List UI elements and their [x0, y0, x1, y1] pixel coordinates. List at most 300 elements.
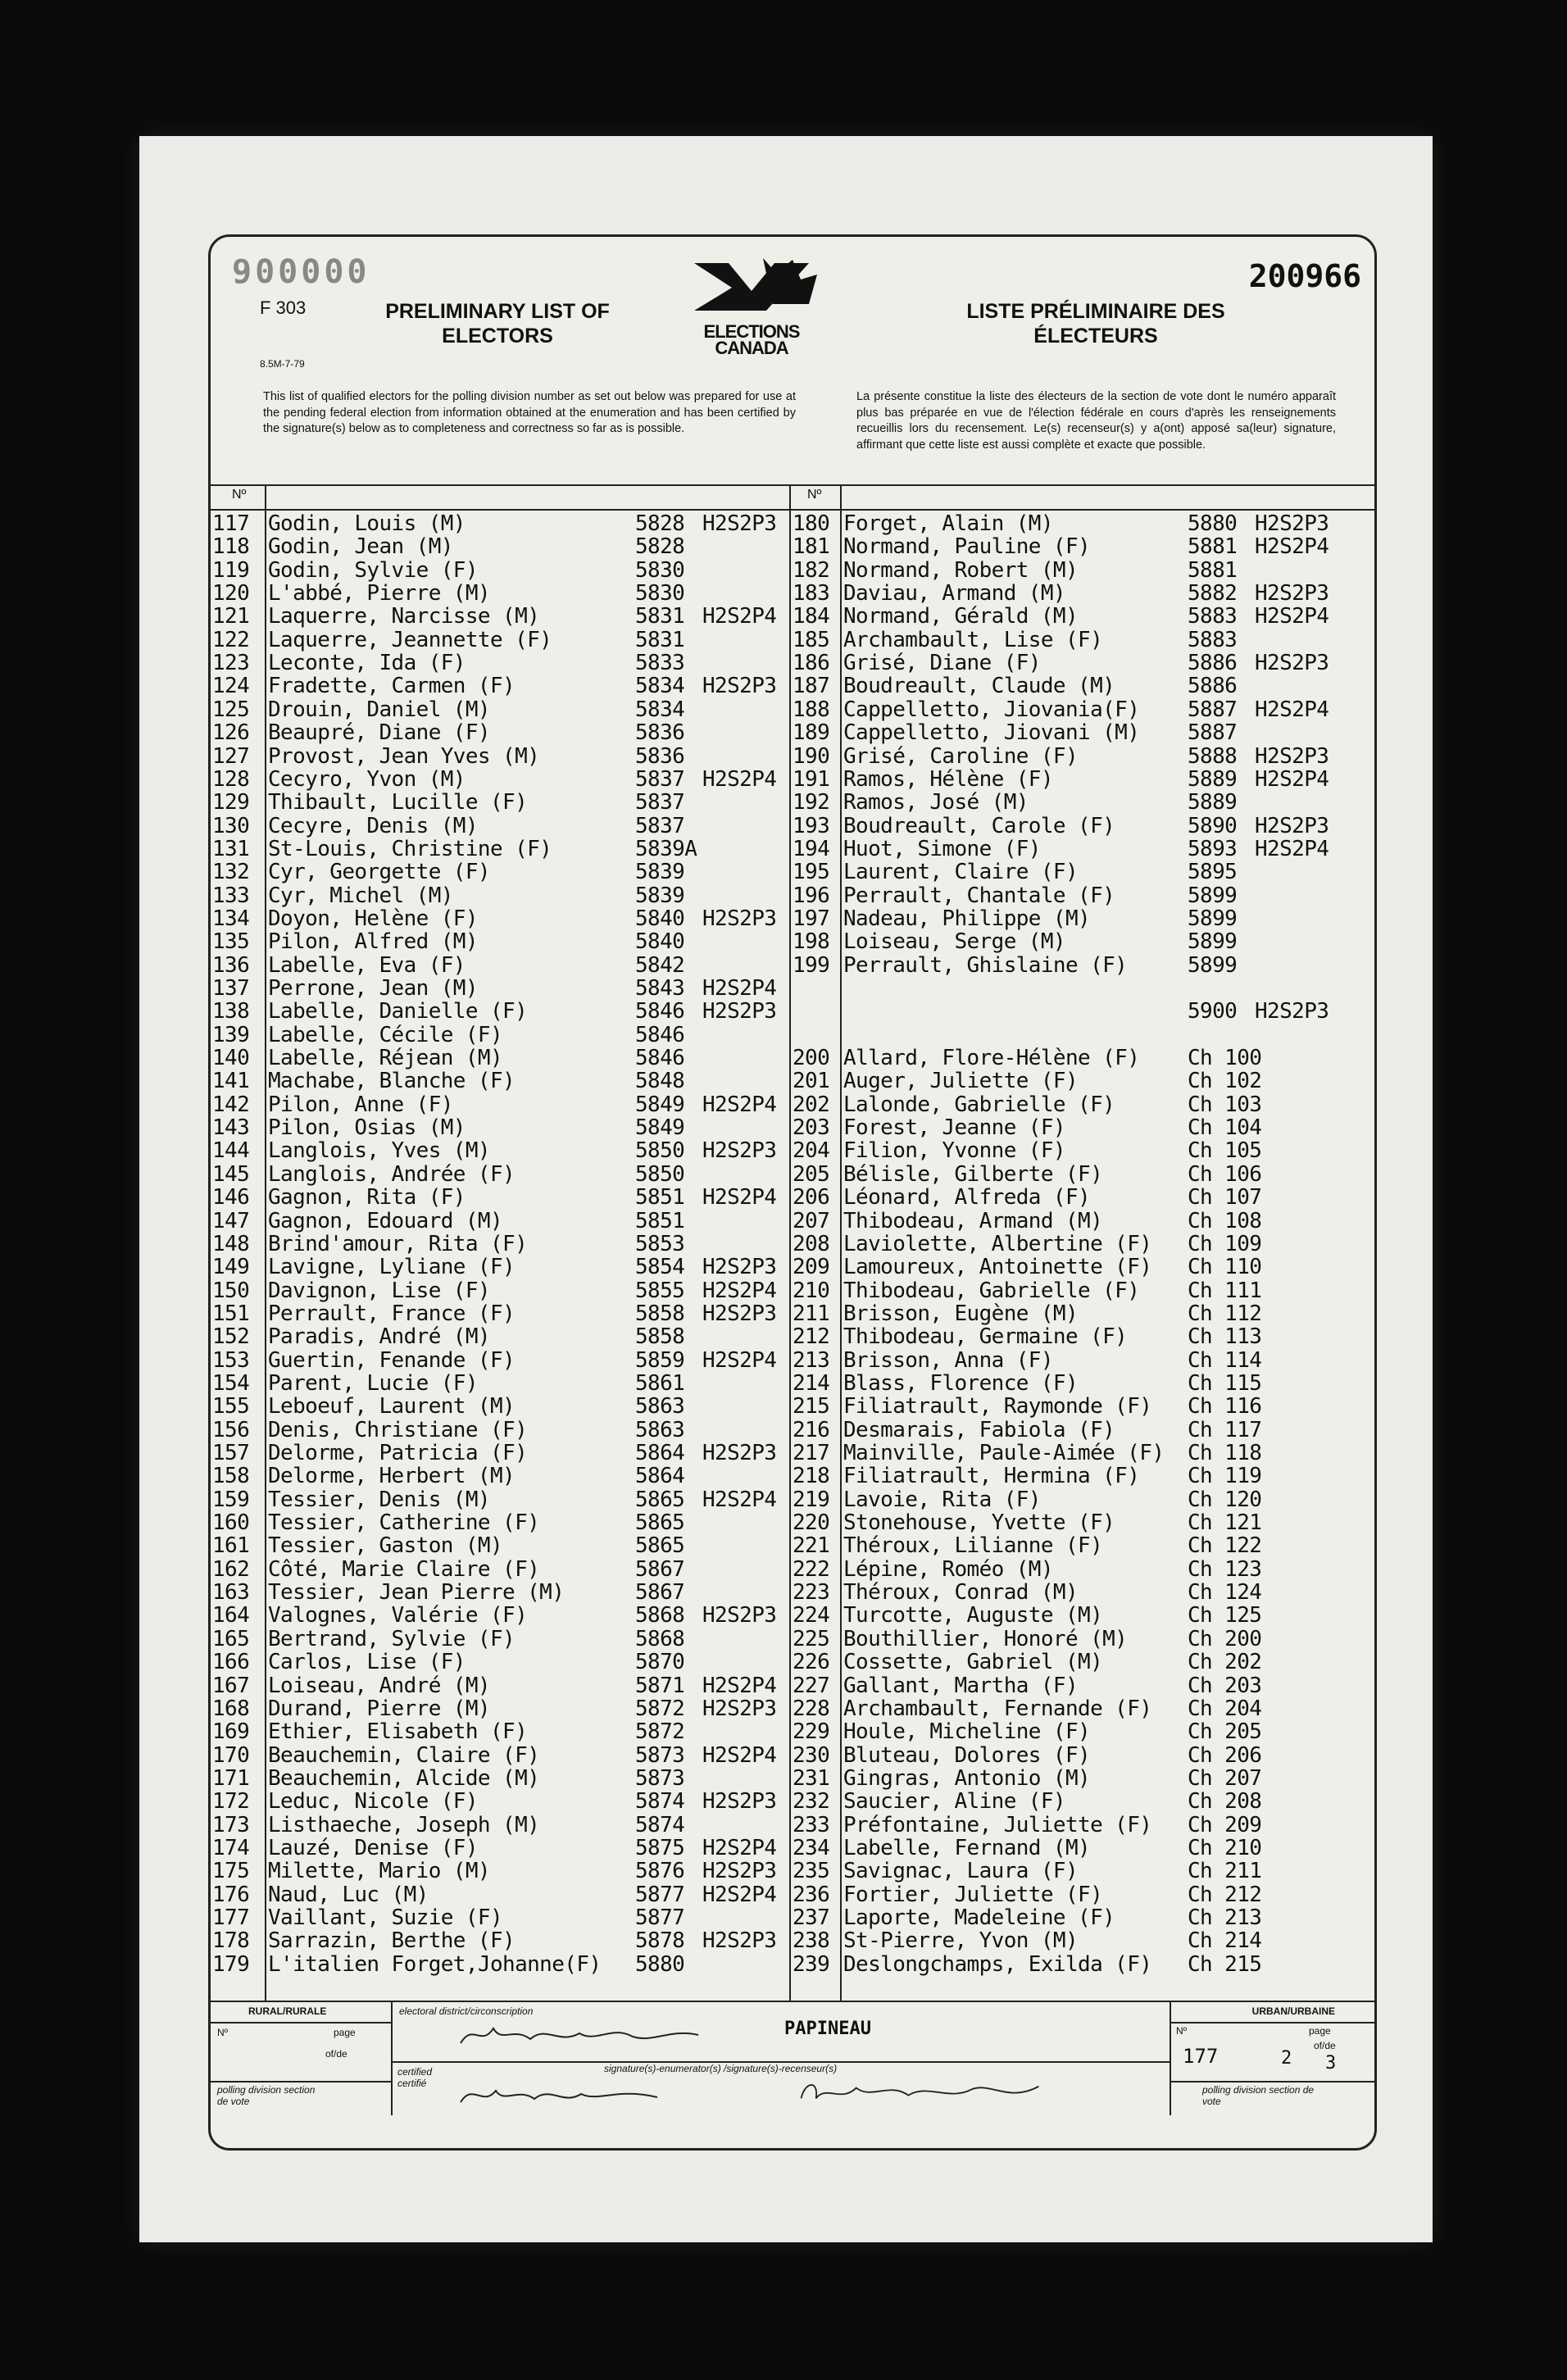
elector-row [211, 1210, 789, 1233]
elector-row [211, 1604, 789, 1627]
elector-address: 5849 [635, 1092, 685, 1117]
elector-address: 5881 [1188, 557, 1238, 583]
elector-address: 5861 [635, 1370, 685, 1396]
signature-image [784, 2076, 1055, 2109]
elector-number: 146 [212, 1185, 250, 1210]
elector-number: 163 [212, 1580, 250, 1606]
elector-number: 230 [793, 1742, 830, 1768]
elector-number: 155 [212, 1394, 250, 1419]
elector-number: 147 [212, 1208, 250, 1233]
elector-number: 171 [212, 1765, 250, 1791]
elector-name: Leconte, Ida (F) [268, 651, 466, 676]
elector-number: 151 [212, 1301, 250, 1326]
elector-row [789, 1488, 1374, 1511]
footer-divider [1170, 2002, 1171, 2115]
elector-row [789, 1419, 1374, 1442]
elector-address: Ch 204 [1188, 1696, 1262, 1721]
elector-number: 123 [212, 651, 250, 676]
elector-number: 206 [793, 1185, 830, 1210]
no-header-left: Nº [232, 488, 247, 502]
elector-row [789, 1186, 1374, 1209]
elector-number: 212 [793, 1324, 830, 1350]
elector-name: Carlos, Lise (F) [268, 1650, 466, 1675]
elector-name: Turcotte, Auguste (M) [843, 1603, 1103, 1628]
elector-name: Normand, Pauline (F) [843, 534, 1091, 560]
urban-label: URBAN/URBAINE [1251, 2005, 1335, 2017]
elector-row [211, 721, 789, 744]
elector-row [211, 1860, 789, 1883]
elector-name: Davignon, Lise (F) [268, 1278, 490, 1303]
elector-address: 5858 [635, 1301, 685, 1326]
elector-row [789, 838, 1374, 861]
elector-row [211, 791, 789, 814]
elector-name: Labelle, Cécile (F) [268, 1022, 503, 1047]
elector-row [789, 1837, 1374, 1860]
title-french: LISTE PRÉLIMINAIRE DES ÉLECTEURS [966, 300, 1225, 347]
elector-row [211, 1372, 789, 1395]
elector-number: 238 [793, 1928, 830, 1954]
postal-code: H2S2P3 [1255, 581, 1329, 606]
elector-number: 215 [793, 1394, 830, 1419]
elector-number: 190 [793, 743, 830, 769]
elector-address: Ch 112 [1188, 1301, 1262, 1326]
elector-row [789, 1256, 1374, 1279]
elector-name: Perrault, Ghislaine (F) [843, 952, 1128, 978]
rural-page-label: page [334, 2027, 356, 2038]
stamp-number: 900000 [232, 253, 370, 291]
elector-name: Vaillant, Suzie (F) [268, 1905, 503, 1930]
elector-number: 237 [793, 1905, 830, 1930]
elector-name: Boudreault, Carole (F) [843, 813, 1115, 838]
elector-name: Tessier, Jean Pierre (M) [268, 1580, 565, 1606]
elector-row [789, 768, 1374, 791]
elector-row [789, 1000, 1374, 1023]
elector-number: 227 [793, 1673, 830, 1698]
elector-number: 145 [212, 1161, 250, 1187]
elector-address: 5880 [635, 1951, 685, 1977]
elector-address: Ch 205 [1188, 1719, 1262, 1745]
footer-rule [1170, 2081, 1374, 2082]
elector-row [211, 1186, 789, 1209]
elector-number: 167 [212, 1673, 250, 1698]
elector-address: 5874 [635, 1789, 685, 1815]
elector-name: Lamoureux, Antoinette (F) [843, 1255, 1152, 1280]
elector-row [211, 907, 789, 930]
elector-row [789, 1024, 1374, 1047]
elector-number: 214 [793, 1370, 830, 1396]
elector-name: Cappelletto, Jiovania(F) [843, 697, 1140, 722]
elector-name: Provost, Jean Yves (M) [268, 743, 540, 769]
elector-number: 177 [212, 1905, 250, 1930]
postal-code: H2S2P3 [702, 511, 777, 536]
elector-row [789, 930, 1374, 953]
elector-row [211, 1419, 789, 1442]
postal-code: H2S2P4 [702, 604, 777, 629]
elector-name: Cyr, Georgette (F) [268, 860, 490, 885]
elector-name: Tessier, Denis (M) [268, 1487, 490, 1512]
elector-address: 5880 [1188, 511, 1238, 536]
elector-row [211, 1697, 789, 1720]
elector-name: Ramos, José (M) [843, 790, 1029, 815]
polling-division-label-left: polling division section de vote [217, 2084, 316, 2107]
elector-row [211, 1139, 789, 1162]
elector-row [789, 907, 1374, 930]
elector-number: 236 [793, 1882, 830, 1907]
elector-name: Forest, Jeanne (F) [843, 1115, 1065, 1141]
elector-address: Ch 117 [1188, 1417, 1262, 1442]
postal-code: H2S2P3 [1255, 651, 1329, 676]
elector-number: 140 [212, 1046, 250, 1071]
elector-number: 132 [212, 860, 250, 885]
elector-address: Ch 113 [1188, 1324, 1262, 1350]
elector-number: 205 [793, 1161, 830, 1187]
urban-no-label: Nº [1176, 2025, 1188, 2037]
elector-number: 224 [793, 1603, 830, 1628]
elector-number: 154 [212, 1370, 250, 1396]
form-frame [208, 234, 1377, 2151]
postal-code: H2S2P3 [702, 674, 777, 699]
elector-number: 199 [793, 952, 830, 978]
elector-row [789, 674, 1374, 697]
elector-row [211, 1093, 789, 1116]
elector-name: Doyon, Helène (F) [268, 906, 478, 931]
elector-number: 196 [793, 883, 830, 908]
elector-number: 134 [212, 906, 250, 931]
elector-address: Ch 212 [1188, 1882, 1262, 1907]
elector-number: 152 [212, 1324, 250, 1350]
rural-no-label: Nº [217, 2027, 229, 2038]
rural-label: RURAL/RURALE [248, 2005, 327, 2017]
elector-row [211, 1000, 789, 1023]
elector-row [211, 1116, 789, 1139]
postal-code: H2S2P3 [702, 1441, 777, 1465]
elector-number: 210 [793, 1278, 830, 1303]
elector-address: 5899 [1188, 952, 1238, 978]
elector-address: 5871 [635, 1673, 685, 1698]
elector-name: Perrone, Jean (M) [268, 976, 478, 1001]
elector-address: Ch 209 [1188, 1812, 1262, 1837]
elector-number: 185 [793, 627, 830, 652]
elector-row [789, 1628, 1374, 1651]
elector-number: 225 [793, 1626, 830, 1651]
elector-address: 5865 [635, 1533, 685, 1559]
elector-row [211, 582, 789, 605]
elector-number: 180 [793, 511, 830, 536]
elector-address: Ch 200 [1188, 1626, 1262, 1651]
elector-address: 5899 [1188, 883, 1238, 908]
elector-address: 5859 [635, 1347, 685, 1373]
postal-code: H2S2P4 [702, 1278, 777, 1303]
elector-name: Leboeuf, Laurent (M) [268, 1394, 516, 1419]
elector-row [211, 605, 789, 628]
elector-name: Bouthillier, Honoré (M) [843, 1626, 1128, 1651]
elector-number: 165 [212, 1626, 250, 1651]
elector-number: 133 [212, 883, 250, 908]
footer-rule [1170, 2022, 1374, 2023]
elector-name: Grisé, Diane (F) [843, 651, 1041, 676]
elector-address: 5889 [1188, 790, 1238, 815]
elector-number: 148 [212, 1231, 250, 1256]
elector-number: 183 [793, 581, 830, 606]
elector-number: 217 [793, 1441, 830, 1465]
elector-row [789, 1047, 1374, 1070]
elector-row [211, 1906, 789, 1929]
rural-of-label: of/de [325, 2048, 347, 2060]
elector-row [211, 884, 789, 907]
elector-address: 5858 [635, 1324, 685, 1350]
elector-number: 128 [212, 766, 250, 792]
table-top-rule [211, 484, 1374, 486]
elector-name: Ethier, Elisabeth (F) [268, 1719, 528, 1745]
district-label: electoral district/circonscription [399, 2005, 534, 2017]
elector-row [211, 1233, 789, 1256]
elector-address: Ch 119 [1188, 1464, 1262, 1489]
elector-row [789, 1163, 1374, 1186]
elector-name: Desmarais, Fabiola (F) [843, 1417, 1115, 1442]
elector-number: 121 [212, 604, 250, 629]
postal-code: H2S2P3 [702, 1696, 777, 1721]
elector-number: 125 [212, 697, 250, 722]
elector-row [211, 1488, 789, 1511]
elector-name: Loiseau, André (M) [268, 1673, 490, 1698]
elector-address: 5833 [635, 651, 685, 676]
elector-row [211, 1465, 789, 1488]
elector-address: 5839 [635, 860, 685, 885]
elector-number: 182 [793, 557, 830, 583]
elector-address: 5887 [1188, 697, 1238, 722]
elector-name: Labelle, Eva (F) [268, 952, 466, 978]
elector-row [789, 1906, 1374, 1929]
elector-name: Archambault, Fernande (F) [843, 1696, 1152, 1721]
elector-name: L'abbé, Pierre (M) [268, 581, 490, 606]
elector-address: Ch 203 [1188, 1673, 1262, 1698]
elector-name: Thibodeau, Armand (M) [843, 1208, 1103, 1233]
elector-address: 5839A [635, 836, 697, 861]
elector-number: 192 [793, 790, 830, 815]
elector-row [211, 698, 789, 721]
elector-name: Bertrand, Sylvie (F) [268, 1626, 516, 1651]
elector-address: 5846 [635, 999, 685, 1024]
elector-name: Laviolette, Albertine (F) [843, 1231, 1152, 1256]
elector-row [789, 605, 1374, 628]
elector-row [789, 1372, 1374, 1395]
elector-row [211, 512, 789, 535]
elector-name: Auger, Juliette (F) [843, 1069, 1079, 1094]
elector-name: Allard, Flore-Hélène (F) [843, 1046, 1140, 1071]
elector-number: 228 [793, 1696, 830, 1721]
elector-address: 5850 [635, 1161, 685, 1187]
elector-row [789, 815, 1374, 838]
elector-number: 172 [212, 1789, 250, 1815]
elector-address: 5877 [635, 1882, 685, 1907]
elector-row [211, 1395, 789, 1418]
elector-address: 5836 [635, 743, 685, 769]
elector-row [789, 1581, 1374, 1604]
elector-row [211, 1279, 789, 1302]
elector-name: St-Pierre, Yvon (M) [843, 1928, 1079, 1954]
elector-address: 5864 [635, 1441, 685, 1465]
polling-division-label-right: polling division section de vote [1202, 2084, 1315, 2107]
elector-row [211, 1929, 789, 1952]
elector-number: 195 [793, 860, 830, 885]
elector-name: Perrault, France (F) [268, 1301, 516, 1326]
elector-address: 5893 [1188, 836, 1238, 861]
elector-number: 124 [212, 674, 250, 699]
elector-name: Perrault, Chantale (F) [843, 883, 1115, 908]
elector-address: Ch 109 [1188, 1231, 1262, 1256]
elector-number: 144 [212, 1138, 250, 1164]
elector-address: 5868 [635, 1626, 685, 1651]
elector-number: 202 [793, 1092, 830, 1117]
elector-address: 5886 [1188, 651, 1238, 676]
elector-name: Parent, Lucie (F) [268, 1370, 478, 1396]
postal-code: H2S2P4 [702, 1835, 777, 1860]
elector-name: Pilon, Anne (F) [268, 1092, 453, 1117]
elector-name: Laquerre, Narcisse (M) [268, 604, 540, 629]
elector-number: 218 [793, 1464, 830, 1489]
elector-row [789, 1767, 1374, 1790]
elector-row [789, 1953, 1374, 1976]
elector-number: 143 [212, 1115, 250, 1141]
elector-name: Labelle, Danielle (F) [268, 999, 528, 1024]
elector-address: 5874 [635, 1812, 685, 1837]
elector-address: Ch 111 [1188, 1278, 1262, 1303]
elector-number: 188 [793, 697, 830, 722]
elector-name: Théroux, Conrad (M) [843, 1580, 1079, 1606]
elector-address: Ch 103 [1188, 1092, 1262, 1117]
elector-number: 193 [793, 813, 830, 838]
elector-row [211, 954, 789, 977]
elector-number: 161 [212, 1533, 250, 1559]
elector-name: Lavoie, Rita (F) [843, 1487, 1041, 1512]
elector-name: Cossette, Gabriel (M) [843, 1650, 1103, 1675]
elector-number: 211 [793, 1301, 830, 1326]
elector-row [789, 1302, 1374, 1325]
elector-number: 216 [793, 1417, 830, 1442]
elector-address: 5886 [1188, 674, 1238, 699]
elector-address: Ch 214 [1188, 1928, 1262, 1954]
elector-name: Bélisle, Gilberte (F) [843, 1161, 1103, 1187]
elector-address: Ch 213 [1188, 1905, 1262, 1930]
elector-number: 141 [212, 1069, 250, 1094]
elector-address: Ch 202 [1188, 1650, 1262, 1675]
elector-address: 5854 [635, 1255, 685, 1280]
elector-address: Ch 123 [1188, 1556, 1262, 1582]
elector-address: 5842 [635, 952, 685, 978]
elector-name: Langlois, Yves (M) [268, 1138, 490, 1164]
elector-name: Daviau, Armand (M) [843, 581, 1065, 606]
elector-row [789, 1814, 1374, 1837]
elector-row [789, 1860, 1374, 1883]
elector-name: Lalonde, Gabrielle (F) [843, 1092, 1115, 1117]
elector-name: Beaupré, Diane (F) [268, 720, 490, 746]
elector-address: 5865 [635, 1487, 685, 1512]
elector-row [789, 1210, 1374, 1233]
elector-number: 142 [212, 1092, 250, 1117]
elector-number: 226 [793, 1650, 830, 1675]
postal-code: H2S2P4 [702, 1742, 777, 1768]
footer-rule [211, 2022, 391, 2023]
elector-address: 5873 [635, 1742, 685, 1768]
elector-name: Deslongchamps, Exilda (F) [843, 1951, 1152, 1977]
elector-address: 5849 [635, 1115, 685, 1141]
elector-name: Naud, Luc (M) [268, 1882, 429, 1907]
elector-name: Labelle, Réjean (M) [268, 1046, 503, 1071]
elector-address: 5899 [1188, 929, 1238, 955]
elector-address: Ch 100 [1188, 1046, 1262, 1071]
elector-row [789, 1070, 1374, 1092]
elector-name: Beauchemin, Claire (F) [268, 1742, 540, 1768]
elector-name: Fradette, Carmen (F) [268, 674, 516, 699]
elector-row [211, 1790, 789, 1813]
postal-code: H2S2P4 [1255, 534, 1329, 560]
elector-address: 5883 [1188, 604, 1238, 629]
elector-row [211, 861, 789, 883]
elector-row [211, 815, 789, 838]
elector-number: 191 [793, 766, 830, 792]
elector-number: 160 [212, 1510, 250, 1536]
elector-number: 222 [793, 1556, 830, 1582]
elector-name: Forget, Alain (M) [843, 511, 1053, 536]
elector-row [789, 1349, 1374, 1372]
elector-name: Filiatrault, Hermina (F) [843, 1464, 1140, 1489]
elector-number: 194 [793, 836, 830, 861]
postal-code: H2S2P4 [702, 1347, 777, 1373]
elector-address: 5863 [635, 1417, 685, 1442]
elector-address: Ch 114 [1188, 1347, 1262, 1373]
postal-code: H2S2P4 [702, 1882, 777, 1907]
elector-name: Tessier, Gaston (M) [268, 1533, 503, 1559]
serial-number: 200966 [1248, 258, 1361, 294]
elector-name: Saucier, Aline (F) [843, 1789, 1065, 1815]
elector-name: Gagnon, Rita (F) [268, 1185, 466, 1210]
elector-row [789, 954, 1374, 977]
table-header-rule [211, 509, 1374, 511]
postal-code: H2S2P4 [702, 1185, 777, 1210]
elector-name: Lavigne, Lyliane (F) [268, 1255, 516, 1280]
elector-address: Ch 118 [1188, 1441, 1262, 1465]
elector-number: 129 [212, 790, 250, 815]
elector-number: 239 [793, 1951, 830, 1977]
signature-image [456, 2019, 702, 2051]
elector-address: 5875 [635, 1835, 685, 1860]
elector-name: Grisé, Caroline (F) [843, 743, 1079, 769]
elector-address: 5868 [635, 1603, 685, 1628]
elector-row [211, 1325, 789, 1348]
elector-number: 220 [793, 1510, 830, 1536]
elector-address: 5831 [635, 627, 685, 652]
elector-name: Côté, Marie Claire (F) [268, 1556, 540, 1582]
elector-number: 197 [793, 906, 830, 931]
elector-number: 213 [793, 1347, 830, 1373]
elector-address: 5837 [635, 813, 685, 838]
elector-name: Thibodeau, Gabrielle (F) [843, 1278, 1140, 1303]
elector-row [789, 1325, 1374, 1348]
elector-name: Lépine, Roméo (M) [843, 1556, 1053, 1582]
elector-row [789, 512, 1374, 535]
postal-code: H2S2P3 [702, 1138, 777, 1164]
elector-number: 135 [212, 929, 250, 955]
elector-address: 5843 [635, 976, 685, 1001]
elector-number: 203 [793, 1115, 830, 1141]
elector-address: Ch 108 [1188, 1208, 1262, 1233]
elector-address: 5878 [635, 1928, 685, 1954]
elector-name: Langlois, Andrée (F) [268, 1161, 516, 1187]
urban-of-label: of/de [1314, 2040, 1336, 2051]
elector-row [211, 1511, 789, 1534]
elector-address: Ch 120 [1188, 1487, 1262, 1512]
elector-number: 223 [793, 1580, 830, 1606]
